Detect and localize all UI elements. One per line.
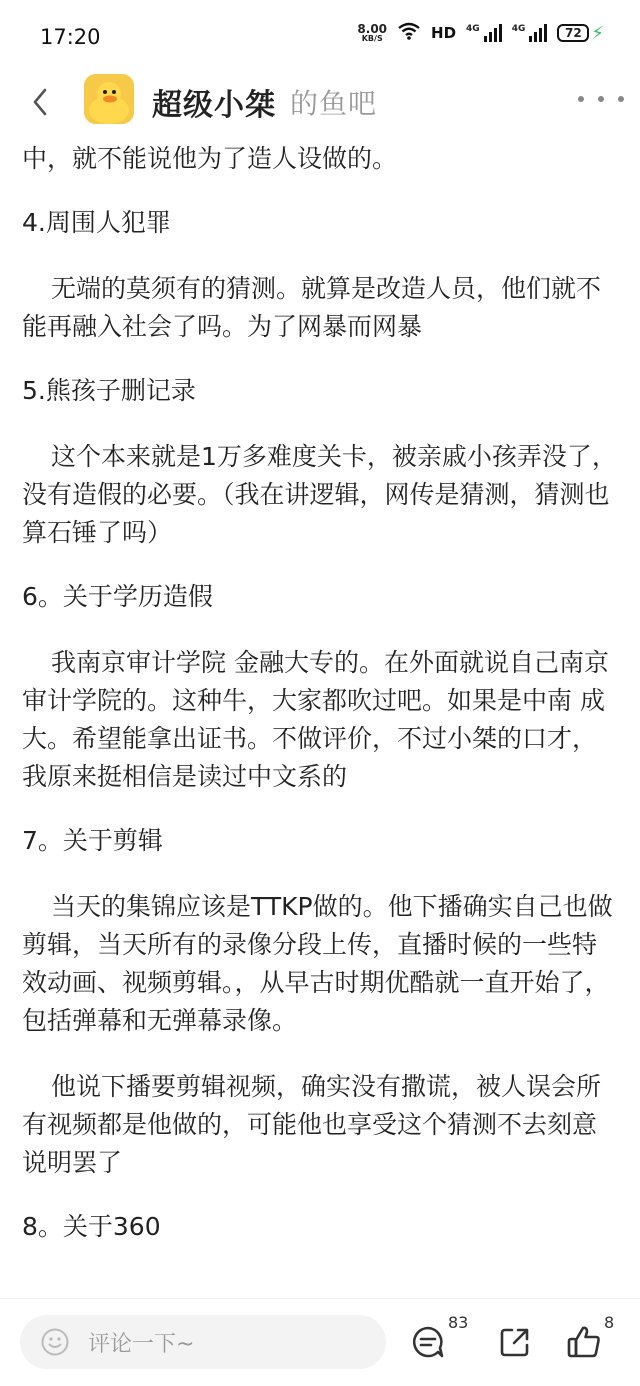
- content-text: 中，就不能说他为了造人设做的。: [22, 144, 398, 173]
- bottom-action-bar: [0, 1298, 640, 1386]
- content-paragraph: 他说下播要剪辑视频，确实没有撒谎，被人误会所有视频都是他做的，可能他也享受这个猜测不去刻意说明罢了: [22, 1072, 602, 1177]
- battery-level: 72: [557, 24, 589, 42]
- forum-name[interactable]: 超级小桀: [152, 88, 276, 123]
- comment-input[interactable]: [20, 1315, 386, 1369]
- post-content: [0, 132, 640, 1298]
- comment-count: 83: [448, 1313, 469, 1332]
- signal-icon: [512, 24, 548, 42]
- duck-avatar-icon: [84, 74, 134, 124]
- status-time: 17:20: [40, 25, 101, 49]
- signal-icon: [466, 24, 502, 42]
- comment-placeholder: 评论一下~: [88, 1331, 195, 1357]
- network-speed: [357, 23, 387, 43]
- network-speed-unit: KB/S: [361, 34, 383, 43]
- status-icons: [357, 22, 604, 44]
- content-paragraph: 无端的莫须有的猜测。就算是改造人员，他们就不能再融入社会了吗。为了网暴而网暴: [22, 274, 602, 341]
- thumbs-up-icon: [566, 1324, 602, 1360]
- more-options-button[interactable]: [578, 84, 624, 114]
- like-button[interactable]: [566, 1313, 615, 1367]
- chevron-left-icon: [31, 87, 49, 117]
- forum-header: [0, 74, 640, 132]
- section-heading: 5.熊孩子删记录: [22, 376, 196, 405]
- charging-icon: ⚡: [591, 22, 604, 44]
- share-button[interactable]: [498, 1317, 532, 1367]
- section-heading: 7。关于剪辑: [22, 826, 163, 855]
- forum-suffix: 的鱼吧: [290, 87, 378, 120]
- more-dots-icon: [578, 96, 584, 102]
- section-heading: 4.周围人犯罪: [22, 208, 171, 237]
- signal-type-label: 4G: [511, 24, 526, 34]
- back-button[interactable]: [20, 80, 60, 124]
- wifi-icon: [397, 22, 421, 44]
- like-count: 8: [604, 1313, 615, 1332]
- comment-button[interactable]: [410, 1313, 469, 1367]
- network-speed-value: 8.00: [357, 22, 388, 36]
- emoji-icon[interactable]: [40, 1327, 70, 1357]
- hd-label: HD: [431, 24, 457, 42]
- section-heading: 6。关于学历造假: [22, 582, 213, 611]
- section-heading: 8。关于360: [22, 1212, 161, 1241]
- comment-icon: [410, 1324, 446, 1360]
- content-paragraph: 这个本来就是1万多难度关卡，被亲戚小孩弄没了，没有造假的必要。（我在讲逻辑，网传是猜测，猜测也算石锤了吗）: [22, 442, 617, 547]
- status-bar: [0, 0, 640, 74]
- signal-type-label: 4G: [466, 24, 480, 34]
- battery-icon: [557, 23, 604, 44]
- share-icon: [498, 1325, 532, 1359]
- content-paragraph: 当天的集锦应该是TTKP做的。他下播确实自己也做剪辑，当天所有的录像分段上传，直播时候的一些特效动画、视频剪辑。，从早古时期优酷就一直开始了，包括弹幕和无弹幕录像。: [22, 892, 613, 1035]
- forum-avatar[interactable]: [84, 74, 134, 124]
- content-paragraph: 我南京审计学院 金融大专的。在外面就说自己南京审计学院的。这种牛，大家都吹过吧。如果是中南 成大。希望能拿出证书。不做评价，不过小桀的口才，我原来挺相信是读过中文系的: [22, 648, 609, 791]
